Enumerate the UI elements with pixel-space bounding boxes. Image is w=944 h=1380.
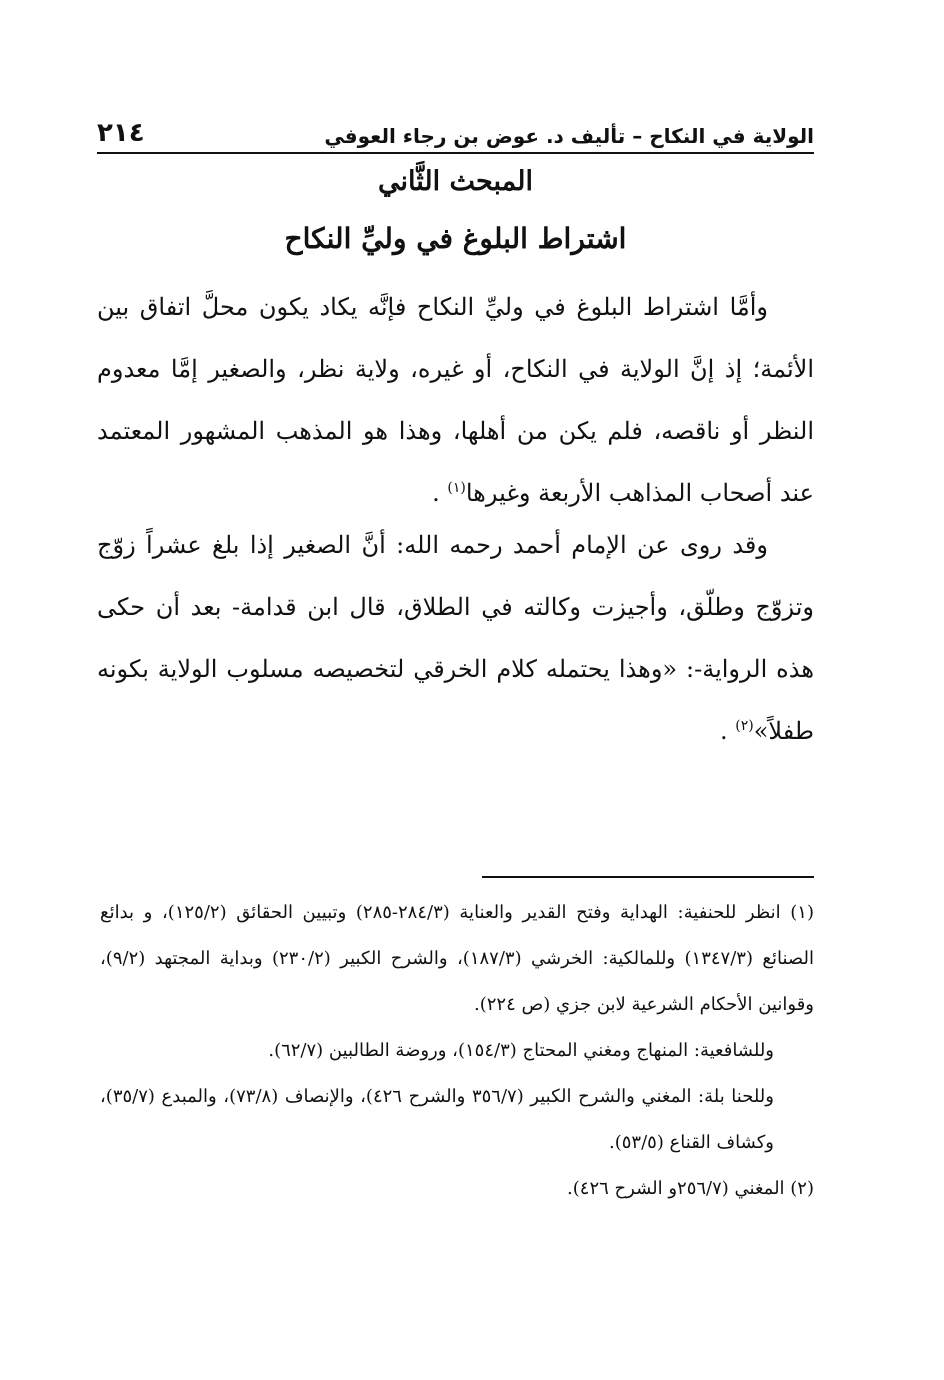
paragraph-2-end: . [720,717,728,745]
footnote-1-part-a: (١) انظر للحنفية: الهداية وفتح القدير والعناية (٢٨٤/٣-٢٨٥) وتبيين الحقائق (١٢٥/٢)، و بدائع الصنائع (١٣٤٧/٣) وللمالكية: الخرشي (١٨٧/٣)، والشرح الكبير (٢٣٠/٢) وبداية المجتهد (٩/٢)، وقوانين الأحكام الشرعية لابن جزي (ص ٢٢٤). [100,902,814,1015]
footnote-2: (٢) المغني (٢٥٦/٧و الشرح ٤٢٦). [567,1178,814,1199]
section-subtitle: اشتراط البلوغ في وليِّ النكاح [284,222,627,255]
running-header [97,108,814,154]
paragraph-1-end: . [432,479,440,507]
section-heading: المبحث الثَّاني [378,166,533,197]
footnote-divider [482,876,814,878]
book-title-author: الولاية في النكاح – تأليف د. عوض بن رجاء العوفي [324,124,814,148]
footnote-1 [100,890,814,1166]
footnote-1-part-b: وللشافعية: المنهاج ومغني المحتاج (١٥٤/٣)، وروضة الطالبين (٦٢/٧). [268,1040,774,1061]
paragraph-2-text: وقد روى عن الإمام أحمد رحمه الله: أنَّ الصغير إذا بلغ عشراً زوّج وتزوّج وطلّق، وأجيزت وكالته في الطلاق، قال ابن قدامة- بعد أن حكى هذه الرواية-: «وهذا يحتمله كلام الخرقي لتخصيصه مسلوب الولاية بكونه طفلاً» [97,531,814,745]
footnote-ref-1[interactable]: (١) [447,480,466,496]
paragraph-1 [97,276,814,524]
footnote-1-part-c: وللحنا بلة: المغني والشرح الكبير (٣٥٦/٧ والشرح ٤٢٦)، والإنصاف (٧٣/٨)، والمبدع (٣٥/٧)، وكشاف القناع (٥٣/٥). [100,1086,774,1153]
footnote-ref-2[interactable]: (٢) [735,718,754,734]
page-number: ٢١٤ [97,118,145,148]
footnotes [100,890,814,1212]
paragraph-2 [97,514,814,762]
paragraph-1-text: وأمَّا اشتراط البلوغ في وليِّ النكاح فإنَّه يكاد يكون محلَّ اتفاق بين الأئمة؛ إذ إنَّ الولاية في النكاح، أو غيره، ولاية نظر، والصغير إمَّا معدوم النظر أو ناقصه، فلم يكن من أهلها، وهذا هو المذهب المشهور المعتمد عند أصحاب المذاهب الأربعة وغيرها [97,293,814,507]
